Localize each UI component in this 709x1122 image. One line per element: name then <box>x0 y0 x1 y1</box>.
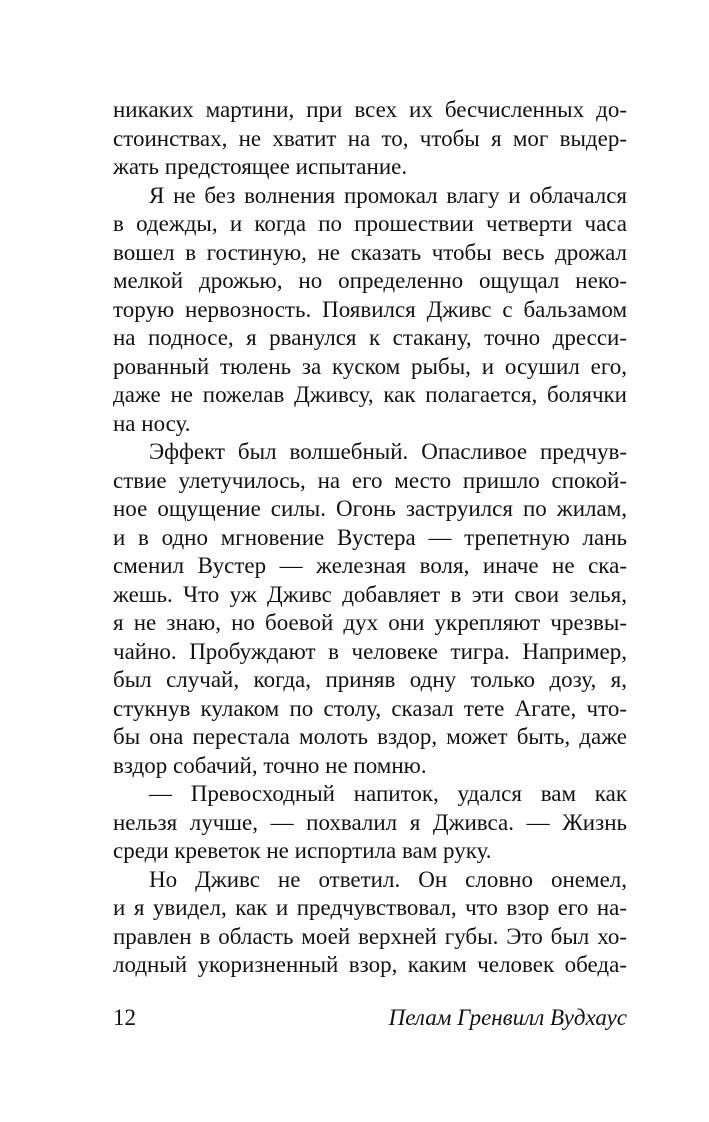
text-line: вошел в гостиную, не сказать чтобы весь дрожал <box>113 239 627 265</box>
text-line: на носу. <box>113 410 191 436</box>
text-line: Эффект был волшебный. Опасливое предчув- <box>149 439 627 464</box>
text-line: жать предстоящее испытание. <box>113 154 408 179</box>
text-line: стукнув кулаком по столу, сказал тете Агате, что- <box>113 695 627 721</box>
text-line: чайно. Пробуждают в человеке тигра. Например, <box>113 638 627 664</box>
text-line: и я увидел, как и предчувствовал, что взор его на- <box>113 895 627 920</box>
text-line: ствие улетучилось, на его место пришло спокой- <box>113 467 627 493</box>
page-number: 12 <box>113 1005 136 1030</box>
text-line: стоинствах, не хватит на то, чтобы я мог выдер- <box>113 125 627 151</box>
text-line: ное ощущение силы. Огонь заструился по жилам, <box>113 496 627 521</box>
text-line: Я не без волнения промокал влагу и облачался <box>149 182 627 208</box>
text-line: правлен в область моей верхней губы. Это был хо- <box>113 923 627 949</box>
text-line: среди креветок не испортила вам руку. <box>113 838 492 863</box>
text-line: торую нервозность. Появился Дживс с бальзамом <box>113 296 627 322</box>
text-line: жешь. Что уж Дживс добавляет в эти свои зелья, <box>113 581 627 607</box>
text-line: Но Дживс не ответил. Он словно онемел, <box>149 866 627 892</box>
text-line: никаких мартини, при всех их бесчисленных до- <box>113 97 627 122</box>
text-line: был случай, когда, приняв одну только дозу, я, <box>113 667 627 692</box>
text-line: нельзя лучше, — похвалил я Дживса. — Жизнь <box>113 809 627 835</box>
text-line: мелкой дрожью, но определенно ощущал неко- <box>113 268 627 293</box>
page-footer <box>113 1002 627 1034</box>
body-text <box>113 96 627 980</box>
text-line: в одежды, и когда по прошествии четверти часа <box>113 211 627 236</box>
text-line: сменил Вустер — железная воля, иначе не ска- <box>113 553 627 578</box>
text-line: я не знаю, но боевой дух они укрепляют чрезвы- <box>113 610 627 635</box>
text-line: рованный тюлень за куском рыбы, и осушил его, <box>113 353 627 379</box>
text-line: и в одно мгновение Вустера — трепетную лань <box>113 524 627 550</box>
text-line: бы она перестала молоть вздор, может быть, даже <box>113 724 627 749</box>
text-line: — Превосходный напиток, удался вам как <box>149 781 627 806</box>
text-line: даже не пожелав Дживсу, как полагается, болячки <box>113 382 627 407</box>
text-line: вздор собачий, точно не помню. <box>113 752 427 778</box>
text-line: на подносе, я рванулся к стакану, точно дресси- <box>113 325 627 350</box>
running-title: Пелам Гренвилл Вудхаус <box>388 1005 627 1030</box>
text-line: лодный укоризненный взор, каким человек обеда- <box>113 952 627 977</box>
